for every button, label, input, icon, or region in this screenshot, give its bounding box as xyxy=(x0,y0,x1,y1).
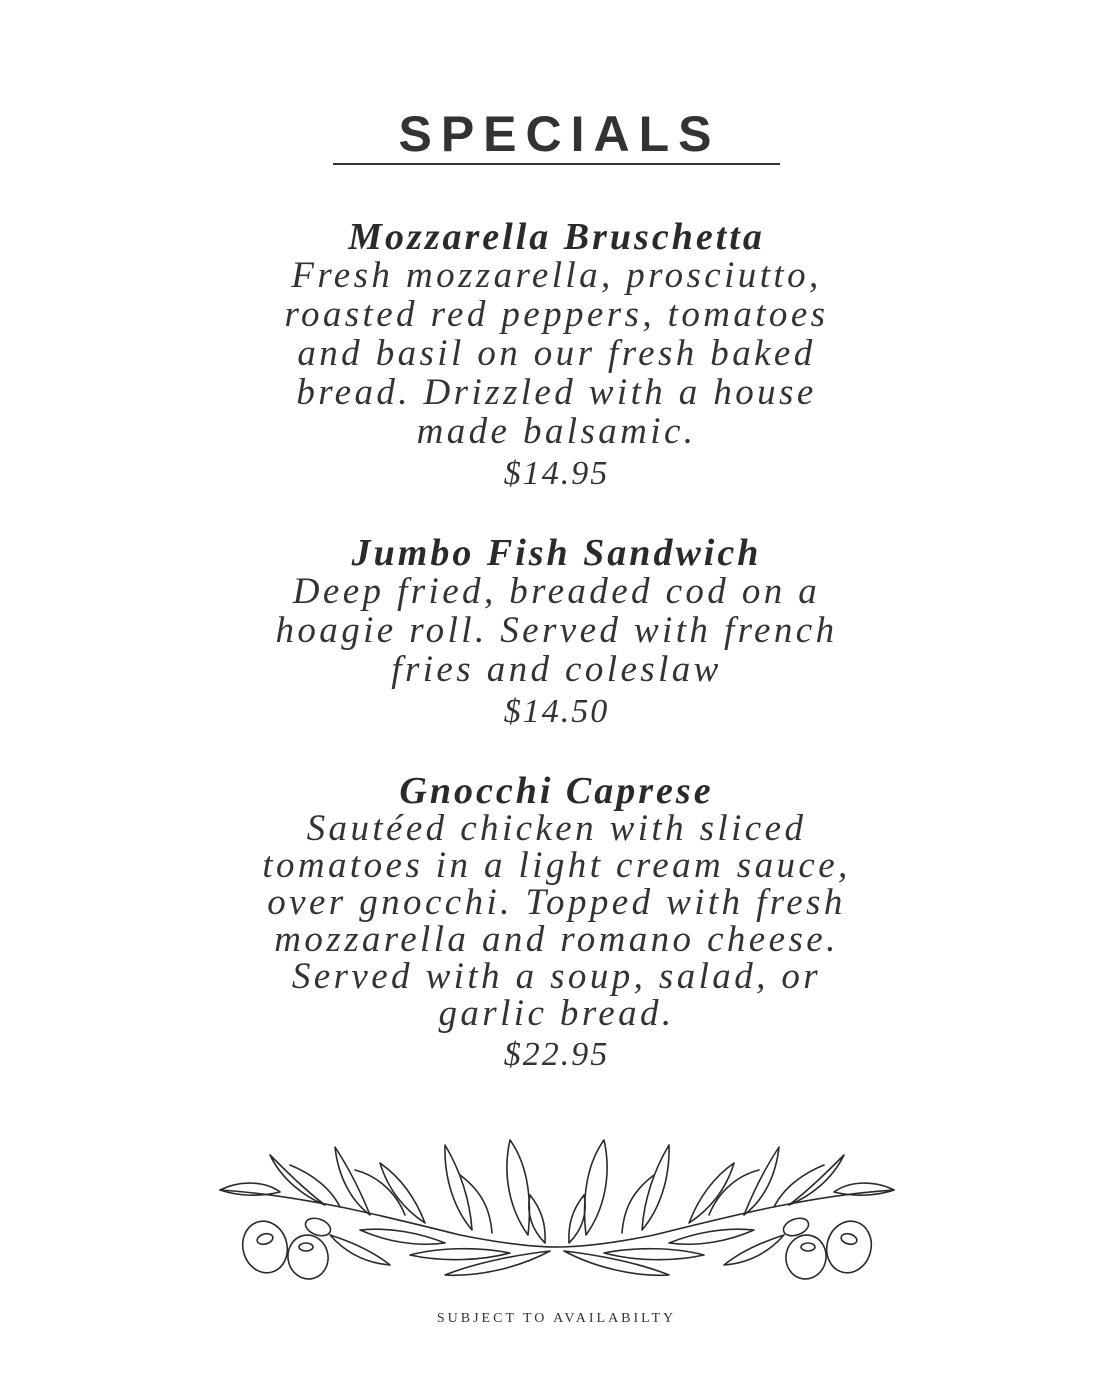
menu-item-price: $22.95 xyxy=(503,1036,610,1073)
menu-item-description-line: Served with a soup, salad, or xyxy=(291,956,822,997)
menu-item-description xyxy=(257,810,857,1032)
menu-item-description-line: Sautéed chicken with sliced xyxy=(306,808,807,849)
availability-note: SUBJECT TO AVAILABILTY xyxy=(436,1311,677,1326)
menu-item-description-line: bread. Drizzled with a house xyxy=(296,372,817,413)
menu-item-name: Gnocchi Caprese xyxy=(399,770,714,812)
menu-item xyxy=(0,772,1113,1078)
menu-item-description-line: and basil on our fresh baked xyxy=(297,333,816,374)
menu-item-description xyxy=(257,572,857,689)
menu-item-description xyxy=(257,256,857,451)
menu-item-description-line: mozzarella and romano cheese. xyxy=(274,919,839,960)
menu-item-description-line: hoagie roll. Served with french xyxy=(275,610,838,651)
menu-item-description-line: fries and coleslaw xyxy=(391,649,722,690)
menu-item xyxy=(0,218,1113,497)
menu-item-price: $14.95 xyxy=(503,455,610,492)
menu-item xyxy=(0,534,1113,735)
olive-branch-wreath-icon xyxy=(210,1135,904,1295)
menu-item-name: Mozzarella Bruschetta xyxy=(348,216,765,258)
menu-item-description-line: garlic bread. xyxy=(438,993,675,1034)
menu-item-description-line: Deep fried, breaded cod on a xyxy=(292,571,821,612)
menu-item-description-line: made balsamic. xyxy=(416,411,697,452)
menu-item-description-line: over gnocchi. Topped with fresh xyxy=(267,882,846,923)
menu-item-description-line: roasted red peppers, tomatoes xyxy=(284,294,829,335)
menu-item-price: $14.50 xyxy=(503,693,610,730)
page-title: SPECIALS xyxy=(398,106,721,162)
title-underline xyxy=(333,163,780,165)
menu-item-description-line: tomatoes in a light cream sauce, xyxy=(262,845,851,886)
menu-item-description-line: Fresh mozzarella, prosciutto, xyxy=(291,255,822,296)
menu-item-name: Jumbo Fish Sandwich xyxy=(351,532,762,574)
